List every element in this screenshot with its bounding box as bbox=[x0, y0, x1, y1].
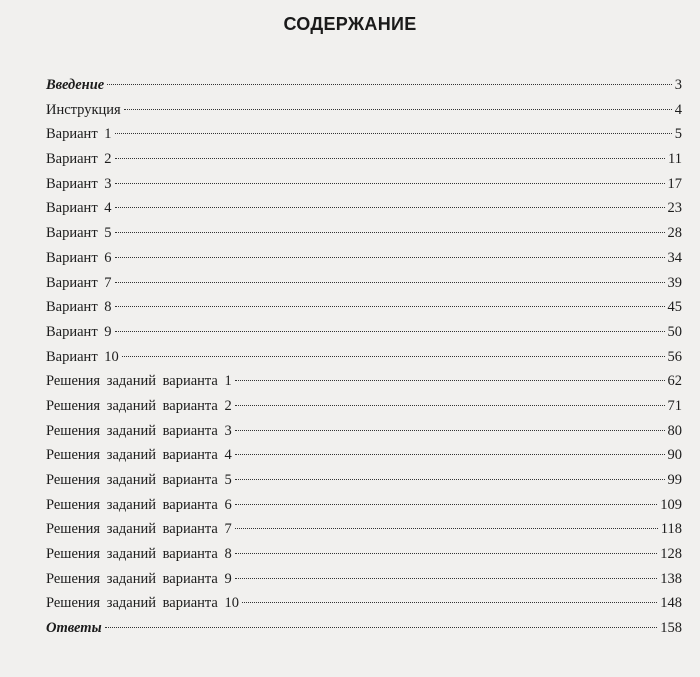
dot-leader bbox=[235, 553, 658, 554]
toc-entry-page-number: 56 bbox=[667, 348, 682, 365]
dot-leader bbox=[115, 133, 672, 134]
toc-entry-label: Ответы bbox=[46, 620, 102, 637]
toc-entry[interactable] bbox=[46, 542, 682, 567]
dot-leader bbox=[107, 84, 672, 85]
toc-entry[interactable] bbox=[46, 517, 682, 542]
toc-entry-page-number: 62 bbox=[667, 373, 682, 390]
toc-entry-label: Решения заданий варианта 8 bbox=[46, 546, 232, 563]
toc-entry-label: Решения заданий варианта 2 bbox=[46, 397, 232, 414]
toc-entry-page-number: 5 bbox=[674, 126, 682, 143]
dot-leader bbox=[235, 528, 658, 529]
toc-entry[interactable] bbox=[46, 147, 682, 172]
toc-entry[interactable] bbox=[46, 394, 682, 419]
toc-entry[interactable] bbox=[46, 295, 682, 320]
dot-leader bbox=[235, 430, 665, 431]
toc-entry-page-number: 50 bbox=[667, 323, 682, 340]
toc-entry[interactable] bbox=[46, 591, 682, 616]
toc-entry-label: Вариант 3 bbox=[46, 175, 112, 192]
toc-entry[interactable] bbox=[46, 172, 682, 197]
toc-entry-page-number: 28 bbox=[667, 225, 682, 242]
toc-entry-page-number: 158 bbox=[660, 620, 682, 637]
toc-entry[interactable] bbox=[46, 320, 682, 345]
toc-entry-page-number: 90 bbox=[667, 447, 682, 464]
dot-leader bbox=[115, 158, 666, 159]
toc-entry[interactable] bbox=[46, 73, 682, 98]
toc-entry[interactable] bbox=[46, 443, 682, 468]
toc-entry-label: Вариант 8 bbox=[46, 299, 112, 316]
table-of-contents bbox=[46, 73, 682, 641]
toc-entry-label: Решения заданий варианта 7 bbox=[46, 521, 232, 538]
toc-entry-label: Инструкция bbox=[46, 101, 121, 118]
toc-entry[interactable] bbox=[46, 98, 682, 123]
toc-entry[interactable] bbox=[46, 616, 682, 641]
dot-leader bbox=[235, 454, 665, 455]
toc-entry-label: Вариант 9 bbox=[46, 323, 112, 340]
toc-entry-page-number: 17 bbox=[667, 175, 682, 192]
toc-entry-page-number: 138 bbox=[660, 570, 682, 587]
dot-leader bbox=[122, 356, 665, 357]
toc-entry-page-number: 34 bbox=[667, 249, 682, 266]
toc-entry-page-number: 118 bbox=[660, 521, 682, 538]
toc-entry-page-number: 39 bbox=[667, 274, 682, 291]
toc-entry[interactable] bbox=[46, 419, 682, 444]
toc-entry-label: Решения заданий варианта 5 bbox=[46, 472, 232, 488]
dot-leader bbox=[115, 207, 665, 208]
dot-leader bbox=[115, 232, 665, 233]
toc-entry-label: Решения заданий варианта 6 bbox=[46, 496, 232, 513]
toc-entry-page-number: 4 bbox=[674, 101, 682, 118]
toc-entry-label: Введение bbox=[46, 77, 105, 93]
dot-leader bbox=[105, 627, 658, 628]
toc-entry-label: Решения заданий варианта 1 bbox=[46, 373, 232, 390]
toc-entry-label: Вариант 10 bbox=[46, 348, 119, 365]
dot-leader bbox=[235, 578, 658, 579]
dot-leader bbox=[124, 109, 672, 110]
dot-leader bbox=[115, 257, 665, 258]
toc-entry-page-number: 11 bbox=[668, 151, 682, 168]
toc-entry-label: Вариант 5 bbox=[46, 225, 112, 242]
toc-entry[interactable] bbox=[46, 271, 682, 296]
dot-leader bbox=[115, 282, 665, 283]
toc-entry[interactable] bbox=[46, 369, 682, 394]
toc-entry[interactable] bbox=[46, 345, 682, 370]
toc-entry-page-number: 3 bbox=[674, 77, 682, 93]
dot-leader bbox=[235, 380, 665, 381]
toc-entry-page-number: 45 bbox=[667, 299, 682, 316]
toc-entry[interactable] bbox=[46, 246, 682, 271]
toc-entry-label: Решения заданий варианта 9 bbox=[46, 570, 232, 587]
page-title: СОДЕРЖАНИЕ bbox=[283, 14, 417, 34]
toc-entry-label: Вариант 6 bbox=[46, 249, 112, 266]
toc-entry-page-number: 99 bbox=[667, 472, 682, 488]
toc-entry-label: Решения заданий варианта 3 bbox=[46, 422, 232, 439]
toc-entry[interactable] bbox=[46, 221, 682, 246]
dot-leader bbox=[235, 405, 665, 406]
toc-entry-page-number: 71 bbox=[667, 397, 682, 414]
dot-leader bbox=[235, 479, 665, 480]
toc-entry[interactable] bbox=[46, 567, 682, 592]
toc-entry-label: Вариант 1 bbox=[46, 126, 112, 143]
toc-entry[interactable] bbox=[46, 122, 682, 147]
toc-entry-page-number: 109 bbox=[660, 496, 682, 513]
dot-leader bbox=[242, 602, 657, 603]
toc-entry-label: Вариант 7 bbox=[46, 274, 112, 291]
toc-entry[interactable] bbox=[46, 493, 682, 518]
dot-leader bbox=[115, 306, 665, 307]
toc-entry-label: Вариант 2 bbox=[46, 151, 112, 168]
toc-entry-page-number: 148 bbox=[660, 595, 682, 612]
dot-leader bbox=[115, 183, 665, 184]
dot-leader bbox=[235, 504, 658, 505]
toc-entry-page-number: 128 bbox=[660, 546, 682, 563]
toc-entry[interactable] bbox=[46, 468, 682, 493]
toc-entry-label: Решения заданий варианта 10 bbox=[46, 595, 239, 612]
dot-leader bbox=[115, 331, 665, 332]
toc-entry-label: Вариант 4 bbox=[46, 200, 112, 217]
toc-entry-page-number: 23 bbox=[667, 200, 682, 217]
toc-entry-page-number: 80 bbox=[667, 422, 682, 439]
toc-entry[interactable] bbox=[46, 196, 682, 221]
toc-entry-label: Решения заданий варианта 4 bbox=[46, 447, 232, 464]
